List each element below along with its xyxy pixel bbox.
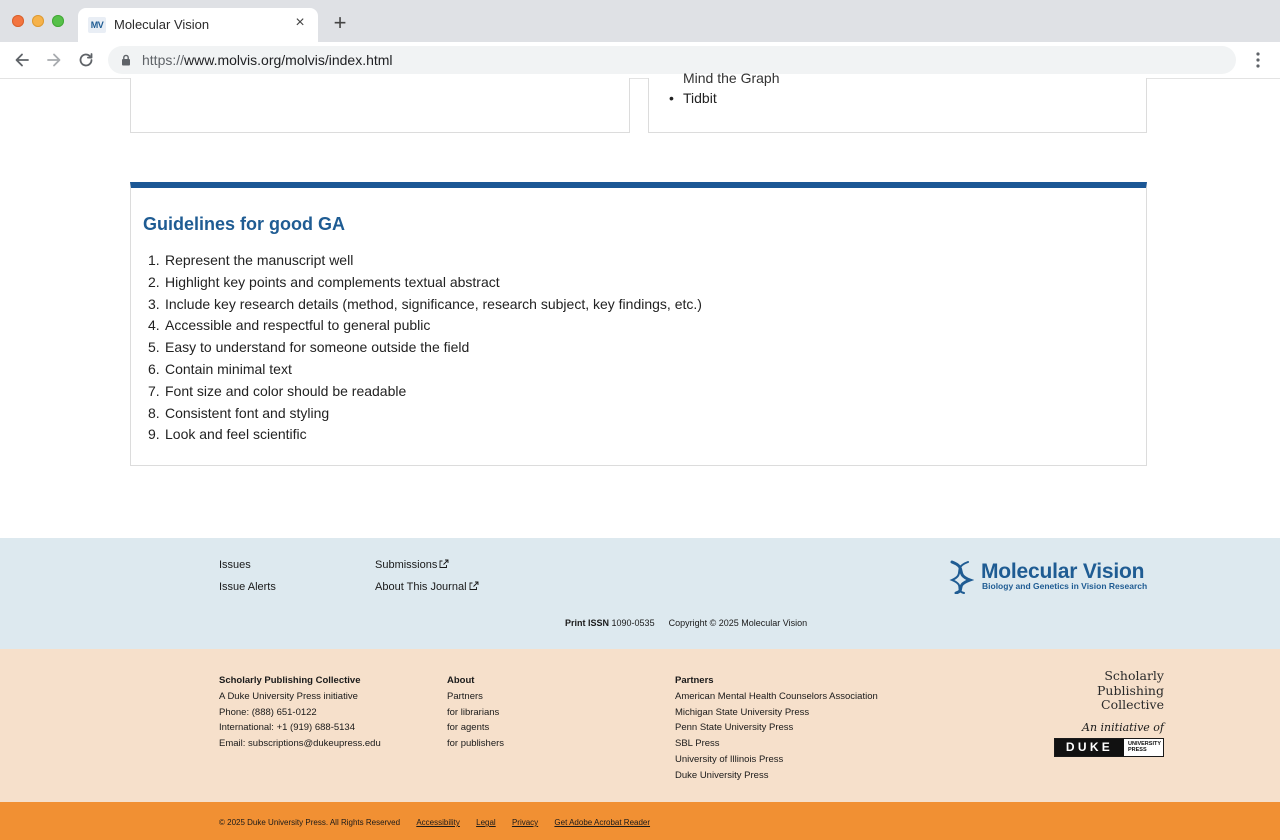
issn-copyright-line xyxy=(565,618,807,628)
partner-link[interactable]: Penn State University Press xyxy=(675,722,794,734)
list-item: 5. Easy to understand for someone outside the field xyxy=(148,339,470,356)
window-minimize-button[interactable] xyxy=(32,15,44,27)
browser-tab-bar xyxy=(0,0,1280,42)
guidelines-list xyxy=(148,250,702,446)
browser-toolbar xyxy=(0,42,1280,79)
previous-card-left xyxy=(130,78,630,133)
previous-list-item-partial: Mind the Graph xyxy=(683,70,780,86)
url-scheme: https:// xyxy=(142,52,185,68)
col-heading: About xyxy=(447,675,475,686)
legal-link-accessibility[interactable]: Accessibility xyxy=(416,818,460,827)
col-text: International: +1 (919) 688-5134 xyxy=(219,722,356,734)
external-link-icon xyxy=(469,581,479,591)
list-item: 3. Include key research details (method, significance, research subject, key findings, etc.) xyxy=(148,295,702,312)
col-heading: Scholarly Publishing Collective xyxy=(219,675,361,686)
legal-line xyxy=(219,818,650,827)
previous-list-item-text: Tidbit xyxy=(683,90,717,106)
url-host-path: www.molvis.org/molvis/index.html xyxy=(184,52,393,68)
duke-press-logo[interactable] xyxy=(1054,738,1164,757)
back-arrow-icon[interactable] xyxy=(12,50,32,70)
partner-link[interactable]: SBL Press xyxy=(675,738,720,750)
lock-icon xyxy=(120,54,132,66)
tab-favicon-icon: MV xyxy=(88,17,106,33)
url-text xyxy=(142,52,393,68)
footer-link-agents[interactable]: for agents xyxy=(447,722,490,734)
previous-list-item xyxy=(669,90,717,106)
publisher-footer xyxy=(0,649,1280,802)
footer-link-submissions[interactable]: Submissions xyxy=(375,559,449,571)
window-zoom-button[interactable] xyxy=(52,15,64,27)
duke-wordmark: DUKE xyxy=(1055,739,1124,756)
tab-close-icon[interactable]: × xyxy=(295,14,305,31)
list-item: 1. Represent the manuscript well xyxy=(148,252,354,268)
spc-logo-line: Scholarly xyxy=(1104,668,1164,683)
list-item: 6. Contain minimal text xyxy=(148,360,292,377)
forward-arrow-icon[interactable] xyxy=(44,50,64,70)
journal-copyright: Copyright © 2025 Molecular Vision xyxy=(668,618,808,628)
footer-link-issue-alerts[interactable]: Issue Alerts xyxy=(219,581,276,593)
spc-logo-line: Collective xyxy=(1101,697,1164,712)
reload-icon[interactable] xyxy=(76,50,96,70)
initiative-text: An initiative of xyxy=(1082,720,1164,734)
legal-link-legal[interactable]: Legal xyxy=(476,818,496,827)
partner-link[interactable]: American Mental Health Counselors Association xyxy=(675,690,878,702)
col-text: Phone: (888) 651-0122 xyxy=(219,706,317,718)
window-close-button[interactable] xyxy=(12,15,24,27)
logo-tagline: Biology and Genetics in Vision Research xyxy=(982,581,1148,591)
tab-title: Molecular Vision xyxy=(114,17,210,32)
col-heading: Partners xyxy=(675,675,714,686)
footer-col-about xyxy=(447,673,504,752)
footer-link-partners[interactable]: Partners xyxy=(447,690,483,702)
duke-subtext: UNIVERSITY PRESS xyxy=(1128,741,1162,753)
footer-col-spc xyxy=(219,673,381,752)
previous-card-right xyxy=(648,70,1147,133)
issn-value: 1090-0535 xyxy=(611,618,655,628)
new-tab-icon[interactable]: + xyxy=(333,10,347,35)
list-item: 8. Consistent font and styling xyxy=(148,404,330,421)
col-text: Email: subscriptions@dukeupress.edu xyxy=(219,738,381,750)
legal-footer xyxy=(0,802,1280,840)
legal-link-acrobat[interactable]: Get Adobe Acrobat Reader xyxy=(554,818,651,827)
guidelines-title: Guidelines for good GA xyxy=(143,214,345,234)
browser-menu-icon[interactable] xyxy=(1250,50,1266,70)
footer-col-partners xyxy=(675,673,878,784)
footer-link-publishers[interactable]: for publishers xyxy=(447,738,505,750)
partner-link[interactable]: Duke University Press xyxy=(675,769,769,781)
legal-link-privacy[interactable]: Privacy xyxy=(511,818,539,827)
list-item: 7. Font size and color should be readable xyxy=(148,382,407,399)
legal-copyright: © 2025 Duke University Press. All Rights Reserved xyxy=(219,818,401,827)
issn-label: Print ISSN xyxy=(565,618,610,628)
journal-footer xyxy=(0,538,1280,649)
partner-link[interactable]: University of Illinois Press xyxy=(675,753,784,765)
external-link-icon xyxy=(439,559,449,569)
spc-logo[interactable] xyxy=(1030,668,1164,754)
address-bar[interactable] xyxy=(108,46,1236,74)
footer-link-about-journal[interactable]: About This Journal xyxy=(375,581,479,593)
footer-link-librarians[interactable]: for librarians xyxy=(447,706,500,718)
dna-helix-icon xyxy=(948,560,974,594)
list-item: 4. Accessible and respectful to general public xyxy=(148,317,431,334)
partner-link[interactable]: Michigan State University Press xyxy=(675,706,810,718)
molecular-vision-logo[interactable] xyxy=(948,560,1163,596)
col-text: A Duke University Press initiative xyxy=(219,690,358,702)
footer-link-issues[interactable]: Issues xyxy=(219,559,251,571)
browser-tab[interactable] xyxy=(78,8,318,42)
logo-name: Molecular Vision xyxy=(981,560,1145,583)
list-item: 2. Highlight key points and complements textual abstract xyxy=(148,273,500,290)
list-item: 9. Look and feel scientific xyxy=(148,426,307,443)
bullet-icon: • xyxy=(669,90,674,106)
guidelines-card xyxy=(130,182,1147,466)
spc-logo-line: Publishing xyxy=(1097,682,1164,698)
